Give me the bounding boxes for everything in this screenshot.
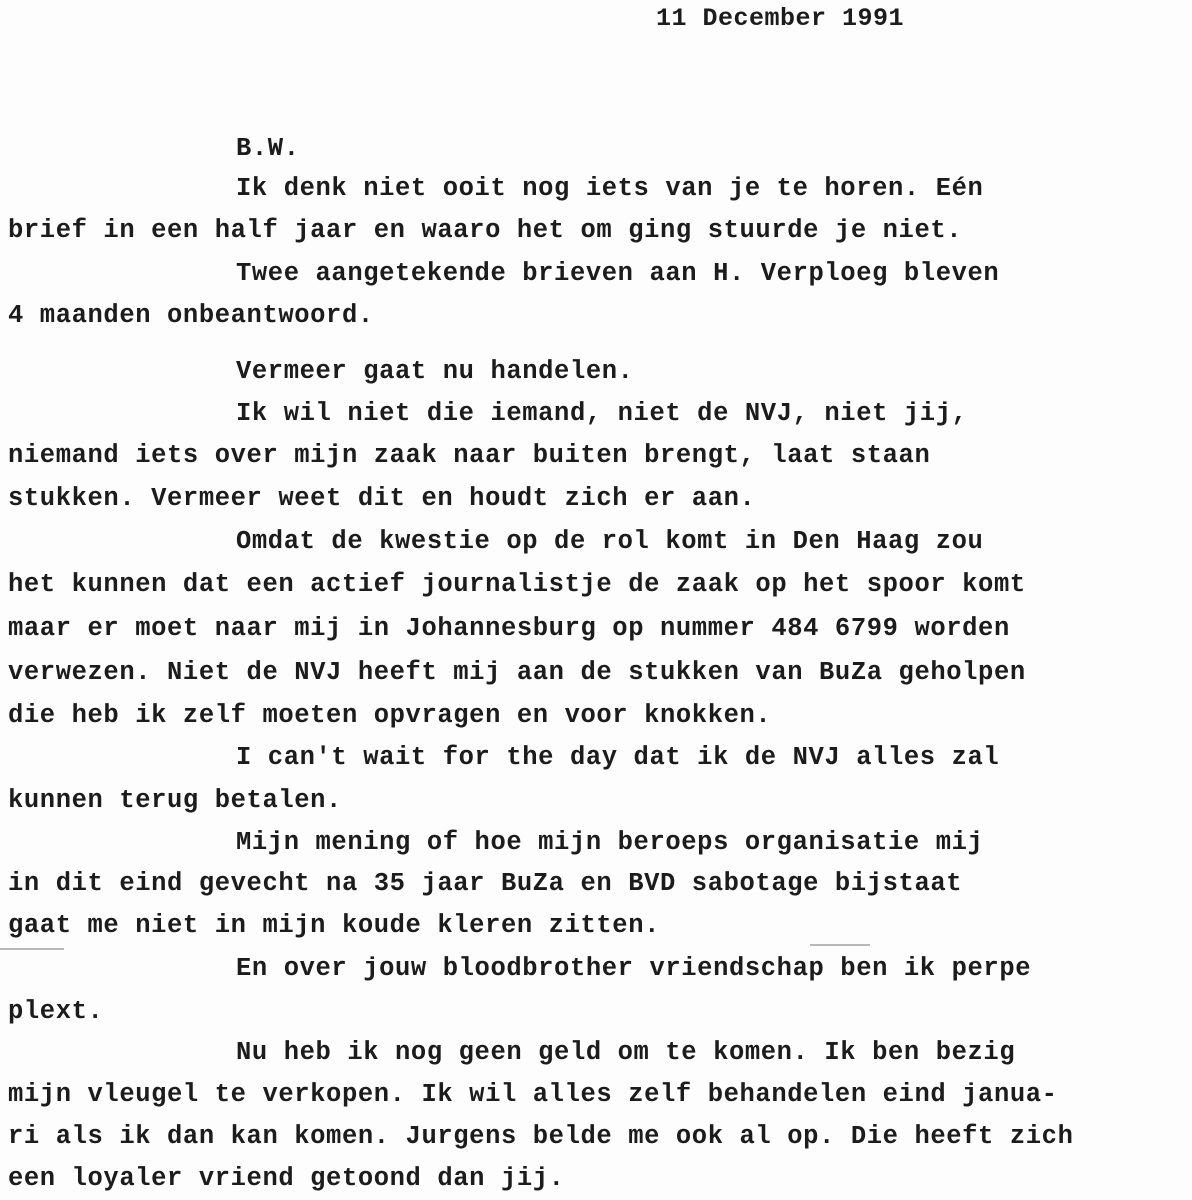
letter-date: 11 December 1991 [656, 4, 905, 33]
text-line: Twee aangetekende brieven aan H. Verploeg bleven [236, 259, 1000, 288]
text-line: stukken. Vermeer weet dit en houdt zich er aan. [8, 484, 756, 513]
text-line: gaat me niet in mijn koude kleren zitten. [8, 911, 661, 940]
scan-speck [0, 948, 64, 950]
text-line: I can't wait for the day dat ik de NVJ alles zal [236, 743, 1000, 772]
text-line: ri als ik dan kan komen. Jurgens belde me ook al op. Die heeft zich [8, 1122, 1074, 1151]
text-line: kunnen terug betalen. [8, 786, 342, 815]
text-line: Omdat de kwestie op de rol komt in Den Haag zou [236, 527, 984, 556]
text-line: Vermeer gaat nu handelen. [236, 357, 634, 386]
text-line: die heb ik zelf moeten opvragen en voor knokken. [8, 701, 772, 730]
text-line: het kunnen dat een actief journalistje de zaak op het spoor komt [8, 570, 1026, 599]
text-line: mijn vleugel te verkopen. Ik wil alles zelf behandelen eind janua- [8, 1080, 1058, 1109]
text-line: Ik denk niet ooit nog iets van je te horen. Eén [236, 174, 984, 203]
text-line: niemand iets over mijn zaak naar buiten brengt, laat staan [8, 441, 931, 470]
text-line: Nu heb ik nog geen geld om te komen. Ik ben bezig [236, 1038, 1016, 1067]
text-line: Ik wil niet die iemand, niet de NVJ, niet jij, [236, 399, 968, 428]
text-line: brief in een half jaar en waaro het om ging stuurde je niet. [8, 216, 963, 245]
text-line: maar er moet naar mij in Johannesburg op nummer 484 6799 worden [8, 614, 1010, 643]
text-line: in dit eind gevecht na 35 jaar BuZa en BVD sabotage bijstaat [8, 869, 963, 898]
text-line: verwezen. Niet de NVJ heeft mij aan de stukken van BuZa geholpen [8, 658, 1026, 687]
text-line: plext. [8, 997, 104, 1026]
scan-speck [810, 944, 870, 946]
text-line: een loyaler vriend getoond dan jij. [8, 1164, 565, 1193]
text-line: 4 maanden onbeantwoord. [8, 301, 374, 330]
salutation: B.W. [236, 134, 300, 163]
text-line: En over jouw bloodbrother vriendschap ben ik perpe [236, 954, 1032, 983]
text-line: Mijn mening of hoe mijn beroeps organisatie mij [236, 828, 984, 857]
